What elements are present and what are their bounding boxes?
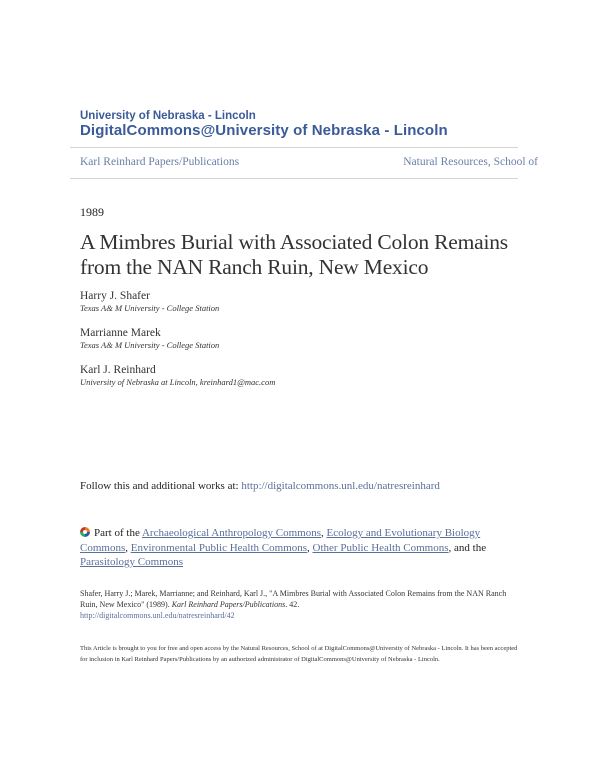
- bottom-divider: [70, 178, 518, 179]
- commons-link[interactable]: Archaeological Anthropology Commons: [141, 527, 321, 539]
- and-the-text: , and the: [448, 541, 487, 554]
- author-name: Karl J. Reinhard: [80, 364, 156, 376]
- separator: ,: [321, 527, 324, 539]
- author-affiliation: Texas A& M University - College Station: [80, 340, 220, 350]
- department-link[interactable]: Natural Resources, School of: [403, 156, 538, 168]
- follow-url-link[interactable]: http://digitalcommons.unl.edu/natresreinhard: [241, 480, 440, 492]
- part-of-block: [80, 526, 520, 570]
- author-block: [80, 327, 219, 350]
- publication-year: 1989: [80, 205, 104, 219]
- author-name: Harry J. Shafer: [80, 290, 150, 302]
- follow-text: Follow this and additional works at:: [80, 480, 242, 492]
- article-title: A Mimbres Burial with Associated Colon Remains from the NAN Ranch Ruin, New Mexico: [80, 230, 508, 279]
- commons-link[interactable]: Parasitology Commons: [80, 556, 183, 568]
- repository-name[interactable]: DigitalCommons@University of Nebraska - Lincoln: [80, 122, 448, 139]
- citation-number: . 42.: [285, 600, 300, 609]
- commons-network-icon: [80, 527, 90, 537]
- author-affiliation: Texas A& M University - College Station: [80, 303, 220, 313]
- author-affiliation: University of Nebraska at Lincoln, kreinhard1@mac.com: [80, 377, 276, 387]
- citation-url-link[interactable]: http://digitalcommons.unl.edu/natresreinhard/42: [80, 611, 235, 620]
- follow-line: [80, 480, 440, 492]
- citation-block: [80, 588, 520, 621]
- citation-series: Karl Reinhard Papers/Publications: [171, 600, 286, 609]
- commons-link[interactable]: Other Public Health Commons: [312, 541, 449, 554]
- commons-link[interactable]: Ecology and Evolutionary Biology Commons: [80, 527, 481, 554]
- separator: ,: [125, 541, 131, 554]
- citation-text: Shafer, Harry J.; Marek, Marrianne; and Reinhard, Karl J., "A Mimbres Burial with Associated Colon Remains from the NAN Ranch Ruin, New Mexico" (1989).: [80, 589, 507, 609]
- author-block: [80, 364, 275, 387]
- author-name: Marrianne Marek: [80, 327, 161, 339]
- commons-link[interactable]: Environmental Public Health Commons: [130, 541, 308, 554]
- access-note: This Article is brought to you for free and open access by the Natural Resources, School of at DigitalCommons@University of Nebraska - Lincoln. It has been accepted for inclusion in Karl Reinhard Papers/Publications by an authorized administrator of DigitalCommons@University of Nebraska - Lincoln.: [80, 645, 518, 663]
- part-of-prefix: Part of the: [94, 527, 142, 539]
- collection-link[interactable]: Karl Reinhard Papers/Publications: [80, 156, 240, 168]
- author-block: [80, 290, 219, 313]
- top-divider: [70, 147, 518, 148]
- separator: ,: [307, 541, 313, 554]
- institution-name: University of Nebraska - Lincoln: [80, 110, 256, 122]
